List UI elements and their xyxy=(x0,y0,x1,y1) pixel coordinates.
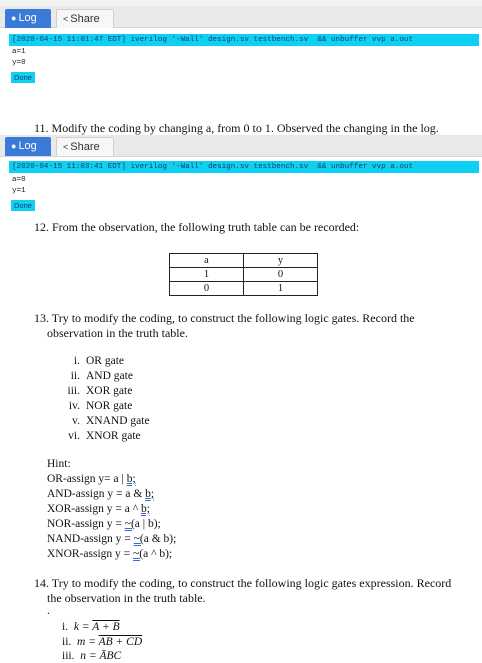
step-11-text: 11. Modify the coding by changing a, from 0 to 1. Observed the changing in the log. xyxy=(34,121,439,135)
gate-label-xnand: XNAND gate xyxy=(86,415,150,427)
log-status-badge-2: Done xyxy=(11,200,35,211)
share-icon: < xyxy=(63,14,69,24)
gate-label-or: OR gate xyxy=(86,355,125,367)
table-row xyxy=(170,282,318,296)
gate-num: v. xyxy=(72,415,80,427)
step-12-text: 12. From the observation, the following truth table can be recorded: xyxy=(34,220,360,234)
truth-table xyxy=(169,253,318,296)
gate-label-xnor: XNOR gate xyxy=(86,430,141,442)
table-cell: 1 xyxy=(244,282,318,296)
table-header-y: y xyxy=(244,254,318,268)
log-status-badge: Done xyxy=(11,72,35,83)
log-panel-1-tabbar xyxy=(0,6,482,28)
hint-nor: NOR-assign y = ~(a | b); xyxy=(47,518,161,530)
table-header-row xyxy=(170,254,318,268)
step-14-line-2: the observation in the truth table. xyxy=(47,591,206,605)
share-icon: < xyxy=(63,142,69,152)
share-tab[interactable]: < Share xyxy=(56,9,114,28)
step-13-line-2: observation in the truth table. xyxy=(47,326,188,340)
log-output-y-2: y=1 xyxy=(12,187,26,195)
gate-num: i. xyxy=(73,355,80,367)
hint-xnor: XNOR-assign y = ~(a ^ b); xyxy=(47,548,173,560)
table-row xyxy=(170,268,318,282)
log-panel-2-tabbar xyxy=(0,135,482,157)
gate-num: vi. xyxy=(68,430,80,442)
table-cell: 1 xyxy=(170,268,244,282)
gate-num: ii. xyxy=(70,370,80,382)
hint-or: OR-assign y= a | b; xyxy=(47,473,136,485)
hint-nand: NAND-assign y = ~(a & b); xyxy=(47,533,177,545)
expression-k: i. k = A + B xyxy=(62,621,120,633)
log-tab[interactable]: ● Log xyxy=(5,9,51,28)
expression-m: ii. m = AB + CD xyxy=(62,636,143,648)
gate-label-and: AND gate xyxy=(86,370,133,382)
hint-title: Hint: xyxy=(47,458,71,470)
log-command-line: [2020-04-15 11:01:47 EDT] iverilog '-Wall' design.sv testbench.sv && unbuffer vvp a.out xyxy=(9,34,479,46)
hint-xor: XOR-assign y = a ^ b; xyxy=(47,503,150,515)
expression-n: iii. n = ĀBC xyxy=(62,650,122,662)
share-tab-2[interactable]: < Share xyxy=(56,137,114,156)
step-14-line-1: 14. Try to modify the coding, to construct the following logic gates expression. Record xyxy=(34,576,452,590)
log-output-a-2: a=0 xyxy=(12,176,26,184)
hint-and: AND-assign y = a & b; xyxy=(47,488,155,500)
log-output-a: a=1 xyxy=(12,48,26,56)
table-cell: 0 xyxy=(170,282,244,296)
gate-label-xor: XOR gate xyxy=(86,385,133,397)
log-command-line-2: [2020-04-15 11:03:41 EDT] iverilog '-Wall' design.sv testbench.sv && unbuffer vvp a.out xyxy=(9,161,479,173)
gate-num: iii. xyxy=(67,385,80,397)
log-icon: ● xyxy=(11,141,17,151)
gate-num: iv. xyxy=(68,400,80,412)
gate-label-nor: NOR gate xyxy=(86,400,133,412)
log-tab-2[interactable]: ● Log xyxy=(5,137,51,156)
log-icon: ● xyxy=(11,13,17,23)
table-cell: 0 xyxy=(244,268,318,282)
log-output-y: y=0 xyxy=(12,59,26,67)
step-13-line-1: 13. Try to modify the coding, to construct the following logic gates. Record the xyxy=(34,311,415,325)
stray-dot: . xyxy=(47,605,50,617)
table-header-a: a xyxy=(170,254,244,268)
